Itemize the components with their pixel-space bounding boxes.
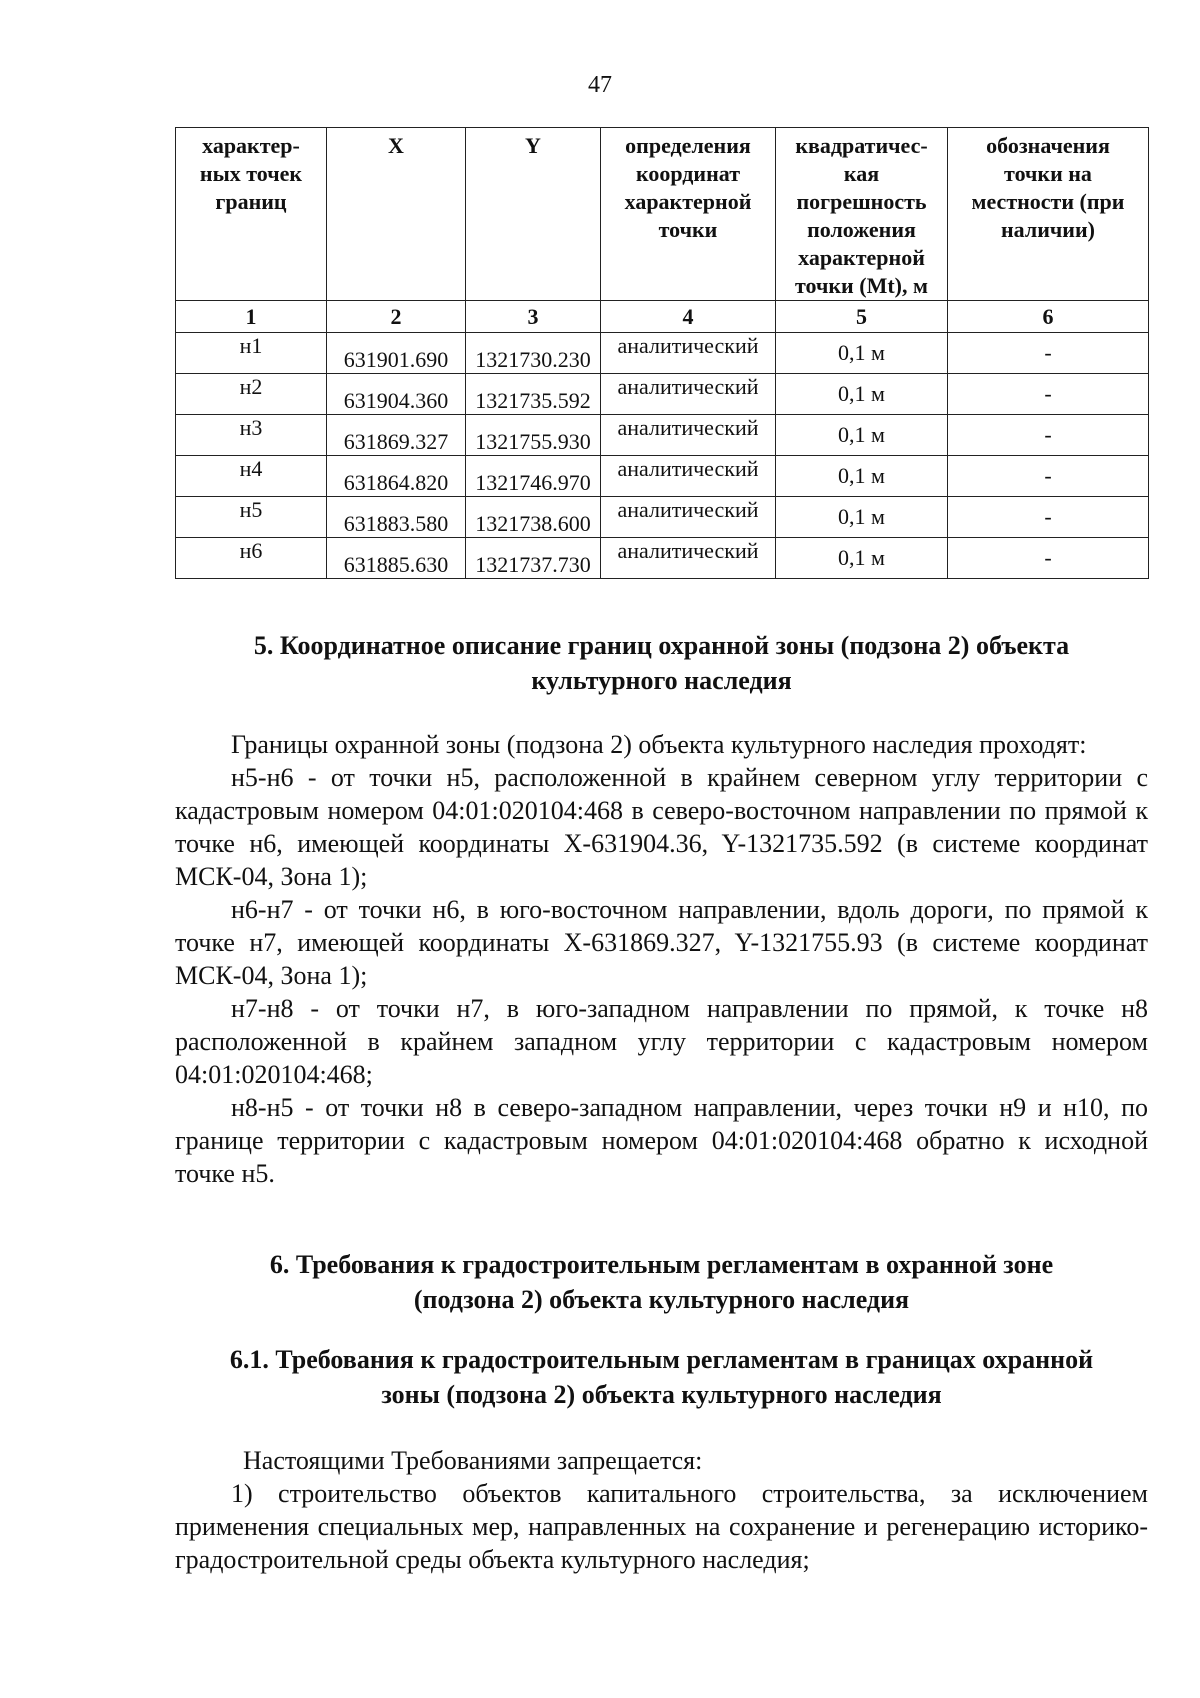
header-cell: квадратичес- кая погрешность положения характерной точки (Mt), м [776,128,948,301]
method: аналитический [601,374,776,415]
heading-line: 5. Координатное описание границ охранной зоны (подзона 2) объекта [253,631,1070,660]
column-number: 5 [776,301,948,333]
section-6-heading [175,1247,1148,1317]
point-id: н5 [176,497,327,538]
method: аналитический [601,497,776,538]
point-id: н3 [176,415,327,456]
column-number: 2 [327,301,466,333]
x-value: 631901.690 [327,333,466,374]
table-row [176,497,1149,538]
error: 0,1 м [776,538,948,579]
heading-line: зоны (подзона 2) объекта культурного наследия [381,1380,942,1409]
page-number: 47 [588,72,612,98]
error: 0,1 м [776,456,948,497]
paragraph: н6-н7 - от точки н6, в юго-восточном направлении, вдоль дороги, по прямой к точке н7, имеющей координаты X-631869.327, Y-1321755.93 (в системе координат МСК-04, Зона 1); [175,895,1148,990]
heading-line: (подзона 2) объекта культурного наследия [413,1285,910,1314]
error: 0,1 м [776,415,948,456]
marking: - [948,415,1149,456]
column-number: 1 [176,301,327,333]
y-value: 1321738.600 [466,497,601,538]
method: аналитический [601,415,776,456]
table-row [176,333,1149,374]
point-id: н1 [176,333,327,374]
section-6-1-heading [175,1342,1148,1412]
x-value: 631883.580 [327,497,466,538]
x-value: 631869.327 [327,415,466,456]
paragraph: н5-н6 - от точки н5, расположенной в крайнем северном углу территории с кадастровым номером 04:01:020104:468 в северо-восточном направлении по прямой к точке н6, имеющей координаты X-631904.36, Y-1321735.592 (в системе координат МСК-04, Зона 1); [175,763,1148,891]
point-id: н6 [176,538,327,579]
error: 0,1 м [776,333,948,374]
error: 0,1 м [776,497,948,538]
paragraph: Настоящими Требованиями запрещается: [243,1446,703,1475]
x-value: 631864.820 [327,456,466,497]
section-5-heading [175,628,1148,698]
table-row [176,456,1149,497]
table-row [176,415,1149,456]
y-value: 1321730.230 [466,333,601,374]
error: 0,1 м [776,374,948,415]
heading-line: культурного наследия [531,666,792,695]
marking: - [948,497,1149,538]
header-cell: обозначения точки на местности (при наличии) [948,128,1149,301]
y-value: 1321746.970 [466,456,601,497]
y-value: 1321737.730 [466,538,601,579]
column-number: 3 [466,301,601,333]
point-id: н2 [176,374,327,415]
paragraph: 1) строительство объектов капитального строительства, за исключением применения специальных мер, направленных на сохранение и регенерацию историко-градостроительной среды объекта культурного наследия; [175,1479,1148,1574]
paragraph: Границы охранной зоны (подзона 2) объекта культурного наследия проходят: [231,730,1087,759]
y-value: 1321735.592 [466,374,601,415]
header-cell: Y [466,128,601,301]
y-value: 1321755.930 [466,415,601,456]
table-row [176,374,1149,415]
header-cell: характер- ных точек границ [176,128,327,301]
column-number-row [176,301,1149,333]
x-value: 631904.360 [327,374,466,415]
paragraph: н8-н5 - от точки н8 в северо-западном направлении, через точки н9 и н10, по границе территории с кадастровым номером 04:01:020104:468 обратно к исходной точке н5. [175,1093,1148,1188]
section-5-body [175,728,1148,1190]
method: аналитический [601,456,776,497]
method: аналитический [601,333,776,374]
marking: - [948,374,1149,415]
method: аналитический [601,538,776,579]
marking: - [948,456,1149,497]
coordinates-table [175,127,1149,579]
header-cell: определения координат характерной точки [601,128,776,301]
heading-line: 6. Требования к градостроительным регламентам в охранной зоне [269,1250,1054,1279]
table-row [176,538,1149,579]
table-header-row [176,128,1149,301]
x-value: 631885.630 [327,538,466,579]
paragraph: н7-н8 - от точки н7, в юго-западном направлении по прямой, к точке н8 расположенной в крайнем западном углу территории с кадастровым номером 04:01:020104:468; [175,994,1148,1089]
marking: - [948,538,1149,579]
header-cell: X [327,128,466,301]
marking: - [948,333,1149,374]
heading-line: 6.1. Требования к градостроительным регламентам в границах охранной [229,1345,1094,1374]
column-number: 4 [601,301,776,333]
column-number: 6 [948,301,1149,333]
section-6-1-body [175,1444,1148,1576]
point-id: н4 [176,456,327,497]
